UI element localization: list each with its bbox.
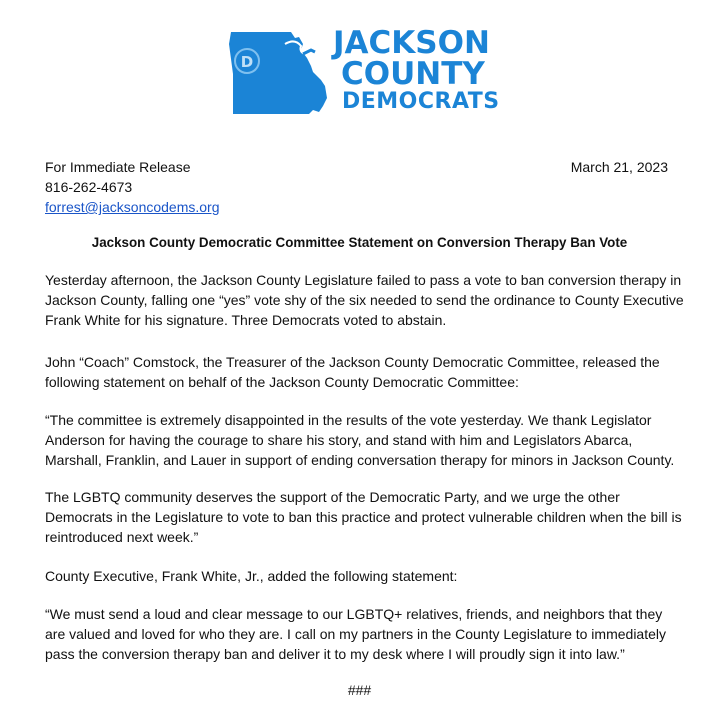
logo-line-county: COUNTY (341, 56, 485, 92)
paragraph-executive-quote: “We must send a loud and clear message to our LGBTQ+ relatives, friends, and neighbors that they are valued and loved for who they are. I call on my partners in the County Legislature to immediately pass the conversion therapy ban and deliver it to my desk where I will proudly sign it into law.” (45, 606, 666, 662)
press-release-headline: Jackson County Democratic Committee Statement on Conversion Therapy Ban Vote (91, 235, 628, 250)
paragraph-lgbtq-support: The LGBTQ community deserves the support of the Democratic Party, and we urge the other Democrats in the Legislature to vote to ban this practice and protect vulnerable children when the bill is reintroduced next week.” (45, 489, 682, 545)
release-label: For Immediate Release (45, 159, 191, 175)
contact-block (45, 157, 220, 217)
logo-wordmark (333, 25, 500, 114)
paragraph-vote-summary: Yesterday afternoon, the Jackson County Legislature failed to pass a vote to ban conversion therapy in Jackson County, falling one “yes” vote shy of the six needed to send the ordinance to County Executive Frank White for his signature. Three Democrats voted to abstain. (45, 272, 684, 328)
missouri-state-map-icon (225, 24, 337, 116)
jackson-county-democrats-logo (225, 24, 500, 116)
release-date: March 21, 2023 (570, 159, 668, 175)
logo-line-democrats: DEMOCRATS (342, 89, 500, 114)
paragraph-statement-intro: John “Coach” Comstock, the Treasurer of the Jackson County Democratic Committee, released the following statement on behalf of the Jackson County Democratic Committee: (45, 354, 660, 390)
democrat-d-emblem: D (240, 53, 254, 71)
end-of-release-mark: ### (347, 682, 372, 698)
contact-email-link[interactable]: forrest@jacksoncodems.org (45, 199, 220, 215)
contact-phone: 816-262-4673 (45, 179, 133, 195)
paragraph-committee-quote: “The committee is extremely disappointed in the results of the vote yesterday. We thank Legislator Anderson for having the courage to share his story, and stand with him and Legislators Abarca, Marshall, Franklin, and Lauer in support of ending conversation therapy for minors in Jackson County. (45, 412, 675, 468)
logo-line-jackson: JACKSON (333, 25, 490, 61)
paragraph-executive-intro: County Executive, Frank White, Jr., added the following statement: (45, 568, 458, 584)
